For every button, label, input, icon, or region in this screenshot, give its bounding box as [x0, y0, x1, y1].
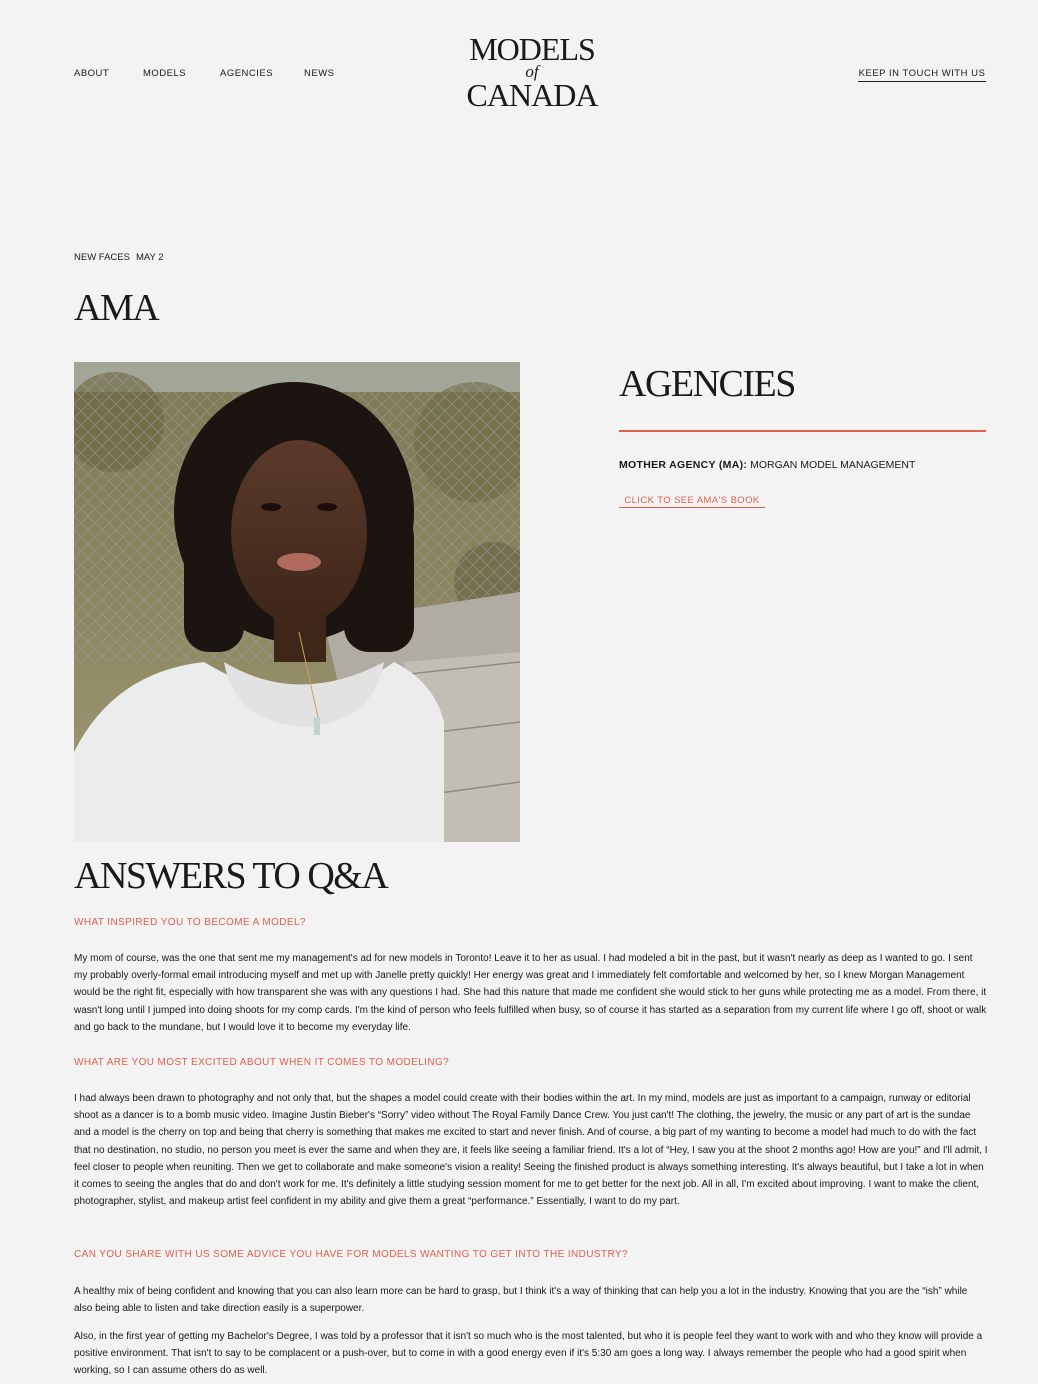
article-meta: [74, 252, 164, 263]
logo-line-3: CANADA: [466, 77, 598, 113]
keep-in-touch-link[interactable]: KEEP IN TOUCH WITH US: [858, 68, 986, 82]
article-date: MAY 2: [135, 252, 164, 263]
answer-1: My mom of course, was the one that sent me my management's ad for new models in Toronto! Leave it to her as usual. I had modeled a bit in the past, but it wasn't nearly as deep as I wanted to go. I sent my probably overly-formal email introducing myself and met up with Janelle pretty quickly! Her energy was great and I immediately felt comfortable and welcomed by her, so I knew Morgan Management would be the right fit, especially with how transparent she was with any questions I had. She had this nature that made me confident she would stick to her guns while protecting me as a model. From there, it wasn't long until I jumped into doing shoots for my comp cards. I'm the kind of person who feels fulfilled when busy, so of course it has started as a separation from my current life where I go off, shoot or walk and go back to the mundane, but I would love it to become my everyday life.: [74, 953, 987, 1033]
mother-agency: [619, 459, 915, 471]
portrait-photo: [74, 362, 520, 842]
nav-agencies[interactable]: AGENCIES: [220, 68, 274, 79]
nav-models[interactable]: MODELS: [143, 68, 187, 79]
answer-3-paragraph-2: Also, in the first year of getting my Bachelor's Degree, I was told by a professor that it isn't so much who is the most talented, but who it is people feel they want to work with and who they know will provide a positive environment. That isn't to say to be complacent or a push-over, but to come in with a good energy even if it's 5:30 am goes a long way. I always remember the people who had a good spirit when working, so I can assume others do as well.: [74, 1331, 983, 1377]
portrait-illustration: [74, 362, 520, 842]
agencies-heading: AGENCIES: [619, 363, 795, 405]
agencies-divider: [619, 430, 986, 432]
page-title: AMA: [74, 287, 159, 329]
answer-3-paragraph-1: A healthy mix of being confident and knowing that you can also learn more can be hard to grasp, but I think it's a way of thinking that can help you a lot in the industry. Knowing that you are the “ish” while also being able to listen and take direction easily is a superpower.: [74, 1286, 968, 1315]
mother-agency-value: MORGAN MODEL MANAGEMENT: [750, 459, 916, 471]
question-2: WHAT ARE YOU MOST EXCITED ABOUT WHEN IT COMES TO MODELING?: [74, 1057, 450, 1068]
article-category[interactable]: NEW FACES: [74, 252, 130, 263]
nav-about[interactable]: ABOUT: [74, 68, 110, 79]
question-1: WHAT INSPIRED YOU TO BECOME A MODEL?: [74, 917, 306, 928]
answer-2: I had always been drawn to photography and not only that, but the shapes a model could create with their bodies within the art. In my mind, models are just as important to a campaign, runway or editorial shoot as a dancer is to a bomb music video. Imagine Justin Bieber's “Sorry” video without The Royal Family Dance Crew. You just can't! The clothing, the jewelry, the music or any part of art is the sundae and a model is the cherry on top and being that cherry is something that makes me excited to start and never finish. And of course, a big part of my wanting to become a model had much to do with the fact that no destination, no studio, no person you meet is ever the same and when they are, it feels like seeing a familiar friend. It's a lot of “Hey, I saw you at the shoot 2 months ago! How are you!” and I'll admit, I feel closer to people when reuniting. Then we get to collaborate and make someone's vision a reality! Seeing the finished product is always something interesting. It's always beautiful, but I take a lot in when it comes to seeing the angles that do and don't work for me. It's definitely a little studying session moment for me to get better for the next job. All in all, I'm excited about improving. I want to make the client, photographer, stylist, and makeup artist feel confident in my ability and give them a great “performance.” Essentially, I want to do my part.: [74, 1093, 988, 1208]
nav-news[interactable]: NEWS: [304, 68, 335, 79]
mother-agency-label: MOTHER AGENCY (MA):: [619, 459, 748, 471]
logo-line-2: of: [525, 62, 539, 81]
site-logo[interactable]: [466, 31, 598, 113]
qa-heading: ANSWERS TO Q&A: [74, 855, 388, 897]
logo-line-1: MODELS: [469, 31, 595, 67]
question-3: CAN YOU SHARE WITH US SOME ADVICE YOU HAVE FOR MODELS WANTING TO GET INTO THE INDUSTRY?: [74, 1249, 628, 1260]
see-book-link[interactable]: CLICK TO SEE AMA'S BOOK: [619, 495, 765, 508]
